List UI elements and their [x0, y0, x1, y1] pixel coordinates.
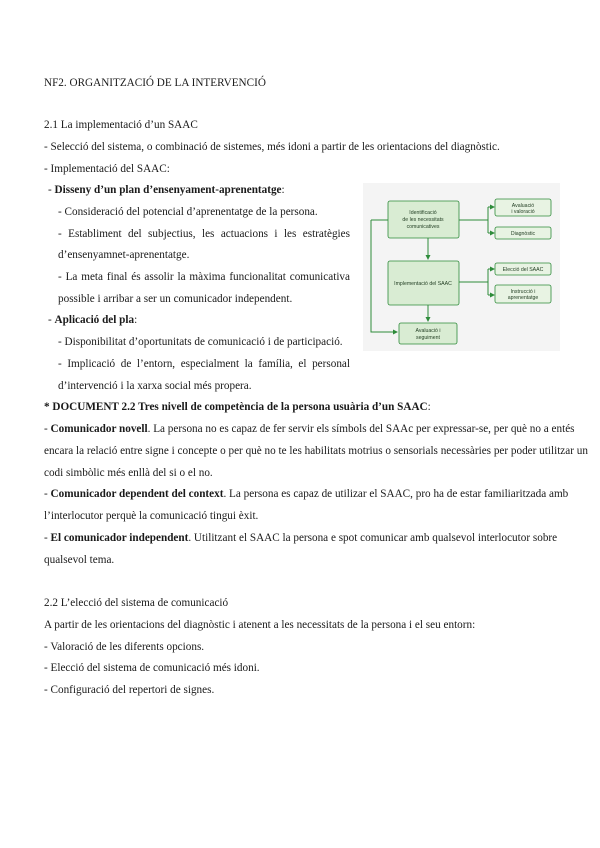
level-dependent-cont: l’interlocutor perquè la comunicació tingui èxit.	[44, 510, 259, 522]
level-independent-cont: qualsevol tema.	[44, 554, 115, 566]
plan-item: possible i arribar a ser un comunicador independent.	[58, 293, 293, 305]
ident-text: comunicatives	[406, 224, 440, 230]
instr-text: Instrucció i	[510, 289, 536, 295]
diagram-svg	[363, 183, 560, 351]
plan-item: - Consideració del potencial d’aprenentatge de la persona.	[58, 206, 318, 218]
section-2-2-heading: 2.2 L’elecció del sistema de comunicació	[44, 597, 229, 609]
apply-item: - Implicació de l’entorn, especialment la família, el personal	[58, 358, 350, 370]
level-dependent: - Comunicador dependent del context. La persona es capaz de utilizar el SAAC, pro ha de estar familiaritzada amb	[44, 488, 569, 500]
plan-item: - Establiment del subjectius, les actuacions i les estratègies	[58, 228, 350, 240]
election-item: - Configuració del repertori de signes.	[44, 684, 215, 696]
eval1-text: Avaluació	[511, 203, 535, 209]
ident-text: Identificació	[409, 210, 437, 216]
level-independent: - El comunicador independent. Utilitzant el SAAC la persona e spot comunicar amb qualsevol interlocutor sobre	[44, 532, 558, 544]
apply-item: d’intervenció i la xarxa social més propera.	[58, 380, 252, 392]
implementation-line: - Implementació del SAAC:	[44, 163, 170, 175]
election-item: - Elecció del sistema de comunicació més idoni.	[44, 662, 260, 674]
plan-item: - La meta final és assolir la màxima funcionalitat comunicativa	[58, 271, 350, 283]
level-novell-cont: codi simbòlic més enllà del si o el no.	[44, 467, 213, 479]
page-title: NF2. ORGANITZACIÓ DE LA INTERVENCIÓ	[44, 77, 266, 89]
impl-text: Implementació del SAAC	[394, 281, 452, 287]
level-novell-cont: encara la relació entre signe i concepte o per què no te les habilitats motrius o sensorials necessàries per poder utilitzar un	[44, 445, 588, 457]
plan-item: d’ensenyamnet-aprenentatge.	[58, 249, 190, 261]
selection-line: - Selecció del sistema, o combinació de sistemes, més idoni a partir de les orientacions del diagnòstic.	[44, 141, 500, 153]
intervention-diagram	[363, 183, 560, 351]
apply-item: - Disponibilitat d’oportunitats de comunicació i de participació.	[58, 336, 343, 348]
section-2-1-heading: 2.1 La implementació d’un SAAC	[44, 119, 198, 131]
ident-text: de les necessitats	[402, 217, 444, 223]
eval2-text: seguiment	[416, 335, 440, 341]
diag-text: Diagnòstic	[510, 231, 536, 237]
level-novell: - Comunicador novell. La persona no es capaz de fer servir els símbols del SAAc per expressar-se, per què no a entés	[44, 423, 575, 435]
document-heading: * DOCUMENT 2.2 Tres nivell de competència de la persona usuària d’un SAAC:	[44, 401, 431, 413]
plan-heading: - Disseny d’un plan d’ensenyament-aprenentatge:	[48, 184, 285, 196]
section-2-2-intro: A partir de les orientacions del diagnòstic i atenent a les necessitats de la persona i el seu entorn:	[44, 619, 476, 631]
eval1-text: i valoració	[511, 209, 535, 215]
eval2-text: Avaluació i	[415, 328, 441, 334]
election-item: - Valoració de les diferents opcions.	[44, 641, 205, 653]
instr-text: aprenentatge	[507, 295, 539, 301]
apply-heading: - Aplicació del pla:	[48, 314, 138, 326]
election-text: Elecció del SAAC	[502, 267, 544, 273]
